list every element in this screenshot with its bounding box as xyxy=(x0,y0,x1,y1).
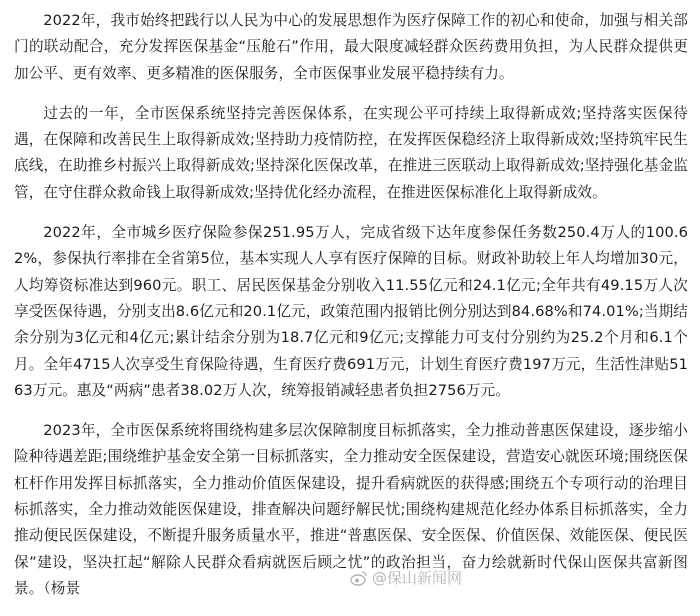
watermark-text: @保山新闻网 xyxy=(371,569,462,587)
paragraph-4: 2023年，全市医保系统将围绕构建多层次保障制度目标抓落实，全力推动普惠医保建设，逐步缩小险种待遇差距;围绕维护基金安全第一目标抓落实，全力推动安全医保建设，营造安心就医环境;围绕医保杠杆作用发挥目标抓落实，全力推动价值医保建设，提升看病就医的获得感;围绕五个专项行动的治理目标抓落实，全力推动效能医保建设，排查解决问题纾解民忧;围绕构建规范化经办体系目标抓落实，全力推动便民医保建设，不断提升服务质量水平，推进“普惠医保、安全医保、价值医保、效能医保、便民医保”建设，坚决扛起“解除人民群众看病就医后顾之忧”的政治担当，奋力绘就新时代保山医保共富新图景。（杨景 xyxy=(14,422,688,597)
watermark xyxy=(350,567,462,588)
weibo-logo-icon xyxy=(350,569,368,587)
article-body xyxy=(14,8,688,616)
paragraph-3: 2022年，全市城乡医疗保险参保251.95万人，完成省级下达年度参保任务数250.4万人的100.62%，参保执行率排在全省第5位，基本实现人人享有医疗保障的目标。财政补助较上年人均增加30元，人均筹资标准达到960元。职工、居民医保基金分别收入11.55亿元和24.1亿元;全年共有49.15万人次享受医保待遇，分别支出8.6亿元和20.1亿元，政策范围内报销比例分别达到84.68%和74.01%;当期结余分别为3亿元和4亿元;累计结余分别为18.7亿元和9亿元;支撑能力可支付分别约为25.2个月和6.1个月。全年4715人次享受生育保险待遇，生育医疗费691万元，计划生育医疗费197万元，生活性津贴5163万元。惠及“两病”患者38.02万人次，统筹报销减轻患者负担2756万元。 xyxy=(14,224,688,399)
paragraph-2: 过去的一年，全市医保系统坚持完善医保体系，在实现公平可持续上取得新成效;坚持落实医保待遇，在保障和改善民生上取得新成效;坚持助力疫情防控，在发挥医保稳经济上取得新成效;坚持筑牢民生底线，在助推乡村振兴上取得新成效;坚持深化医保改革，在推进三医联动上取得新成效;坚持强化基金监管，在守住群众救命钱上取得新成效;坚持优化经办流程，在推进医保标准化上取得新成效。 xyxy=(14,104,688,201)
paragraph-1: 2022年，我市始终把践行以人民为中心的发展思想作为医疗保障工作的初心和使命，加强与相关部门的联动配合，充分发挥医保基金“压舱石”作用，最大限度减轻群众医药费用负担，为人民群众提供更加公平、更有效率、更多精准的医保服务，全市医保事业发展平稳持续有力。 xyxy=(14,12,688,82)
